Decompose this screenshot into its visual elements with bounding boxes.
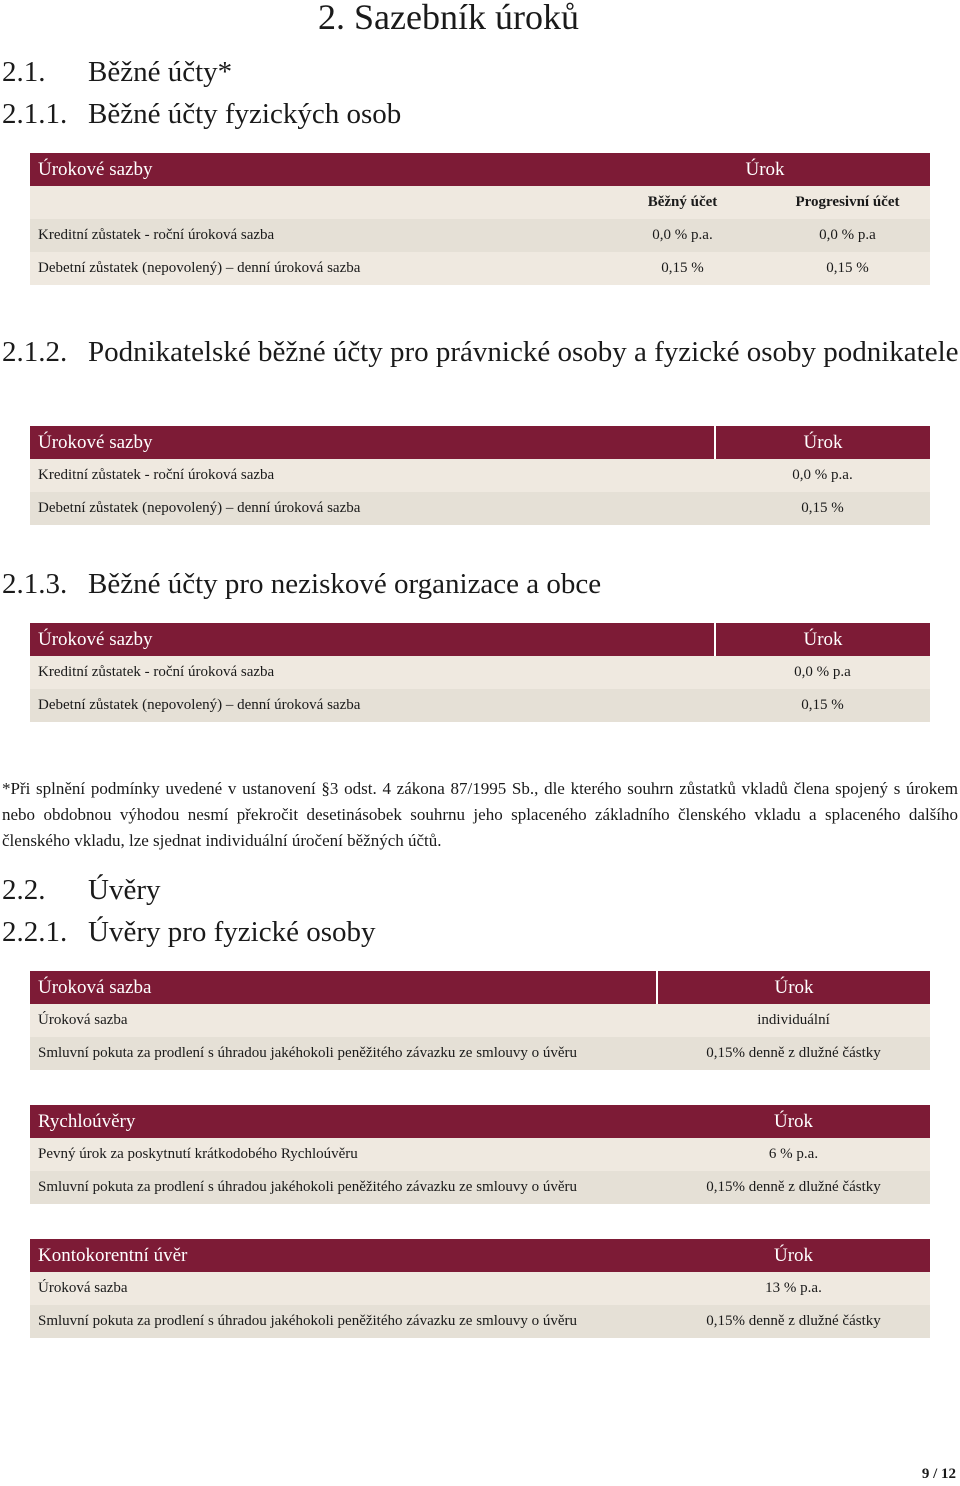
loan-table-overdraft	[30, 1239, 930, 1338]
table-row	[30, 689, 930, 722]
table-header	[30, 623, 930, 656]
subheader-col2: Progresivní účet	[765, 186, 930, 219]
row-value: 0,15% denně z dlužné částky	[657, 1171, 930, 1204]
section-number: 2.2.1.	[2, 916, 68, 948]
section-number: 2.1.2.	[2, 336, 68, 368]
section-number: 2.1.	[2, 56, 46, 88]
table-row	[30, 1272, 930, 1305]
row-value: 13 % p.a.	[657, 1272, 930, 1305]
section-title: Podnikatelské běžné účty pro právnické osoby a fyzické osoby podnikatele	[88, 336, 959, 368]
table-row	[30, 1138, 930, 1171]
row-label: Kreditní zůstatek - roční úroková sazba	[30, 459, 715, 492]
header-value: Úrok	[715, 623, 930, 656]
table-header	[30, 971, 930, 1004]
row-label: Debetní zůstatek (nepovolený) – denní úroková sazba	[30, 492, 715, 525]
header-value: Úrok	[715, 426, 930, 459]
interest-table-nonprofit	[30, 623, 930, 722]
row-value: individuální	[657, 1004, 930, 1037]
header-value: Úrok	[600, 153, 930, 186]
section-title: Běžné účty fyzických osob	[88, 98, 402, 130]
row-label: Debetní zůstatek (nepovolený) – denní úroková sazba	[30, 252, 600, 285]
header-label: Rychloúvěry	[30, 1105, 657, 1138]
section-title: Úvěry	[88, 874, 161, 906]
table-row	[30, 656, 930, 689]
interest-table-individuals	[30, 153, 930, 285]
table-row	[30, 1171, 930, 1204]
table-header	[30, 1105, 930, 1138]
row-label: Smluvní pokuta za prodlení s úhradou jakéhokoli peněžitého závazku ze smlouvy o úvěru	[30, 1037, 657, 1070]
header-label: Úrokové sazby	[30, 153, 600, 186]
table-header	[30, 1239, 930, 1272]
row-value: 0,15% denně z dlužné částky	[657, 1305, 930, 1338]
page-title: 2. Sazebník úroků	[318, 0, 579, 37]
row-label: Úroková sazba	[30, 1004, 657, 1037]
section-title: Úvěry pro fyzické osoby	[88, 916, 376, 948]
header-value: Úrok	[657, 1239, 930, 1272]
table-subheader	[30, 186, 930, 219]
header-value: Úrok	[657, 971, 930, 1004]
header-label: Úrokové sazby	[30, 623, 715, 656]
table-row	[30, 459, 930, 492]
footnote: *Při splnění podmínky uvedené v ustanovení §3 odst. 4 zákona 87/1995 Sb., dle kterého souhrn zůstatků vkladů člena spojený s úrokem nebo obdobnou výhodou nesmí překročit desetinásobek souhrnu jeho splaceného základního členského vkladu a splaceného dalšího členského vkladu, lze sjednat individuální úročení běžných účtů.	[2, 779, 958, 850]
table-row	[30, 1004, 930, 1037]
row-value: 0,0 % p.a	[765, 219, 930, 252]
section-heading-2-2-1	[2, 916, 376, 949]
page-number: 9 / 12	[921, 1466, 956, 1482]
row-label: Kreditní zůstatek - roční úroková sazba	[30, 219, 600, 252]
row-label: Úroková sazba	[30, 1272, 657, 1305]
section-heading-2-1-1	[2, 98, 401, 131]
row-value: 0,0 % p.a.	[715, 459, 930, 492]
section-title: Běžné účty pro neziskové organizace a obce	[88, 568, 602, 600]
section-heading-2-1-2	[2, 332, 959, 373]
header-label: Kontokorentní úvěr	[30, 1239, 657, 1272]
table-row	[30, 252, 930, 285]
row-value: 0,0 % p.a	[715, 656, 930, 689]
table-row	[30, 219, 930, 252]
row-value: 0,15 %	[715, 689, 930, 722]
section-number: 2.1.1.	[2, 98, 68, 130]
subheader-col1: Běžný účet	[600, 186, 765, 219]
table-header	[30, 153, 930, 186]
row-label: Kreditní zůstatek - roční úroková sazba	[30, 656, 715, 689]
section-heading-2-1-3	[2, 568, 601, 601]
loan-table-quick-loans	[30, 1105, 930, 1204]
header-label: Úrokové sazby	[30, 426, 715, 459]
section-title: Běžné účty*	[88, 56, 233, 88]
row-value: 0,0 % p.a.	[600, 219, 765, 252]
row-label: Smluvní pokuta za prodlení s úhradou jakéhokoli peněžitého závazku ze smlouvy o úvěru	[30, 1305, 657, 1338]
row-value: 0,15 %	[765, 252, 930, 285]
loan-table-individuals	[30, 971, 930, 1070]
row-label: Pevný úrok za poskytnutí krátkodobého Rychloúvěru	[30, 1138, 657, 1171]
table-row	[30, 1305, 930, 1338]
row-value: 0,15% denně z dlužné částky	[657, 1037, 930, 1070]
row-label: Debetní zůstatek (nepovolený) – denní úroková sazba	[30, 689, 715, 722]
header-label: Úroková sazba	[30, 971, 657, 1004]
table-row	[30, 1037, 930, 1070]
table-header	[30, 426, 930, 459]
section-number: 2.2.	[2, 874, 46, 906]
row-value: 0,15 %	[715, 492, 930, 525]
section-heading-2-1	[2, 56, 232, 89]
section-heading-2-2	[2, 874, 160, 907]
table-row	[30, 492, 930, 525]
row-value: 6 % p.a.	[657, 1138, 930, 1171]
interest-table-business	[30, 426, 930, 525]
row-label: Smluvní pokuta za prodlení s úhradou jakéhokoli peněžitého závazku ze smlouvy o úvěru	[30, 1171, 657, 1204]
row-value: 0,15 %	[600, 252, 765, 285]
section-number: 2.1.3.	[2, 568, 68, 600]
header-value: Úrok	[657, 1105, 930, 1138]
